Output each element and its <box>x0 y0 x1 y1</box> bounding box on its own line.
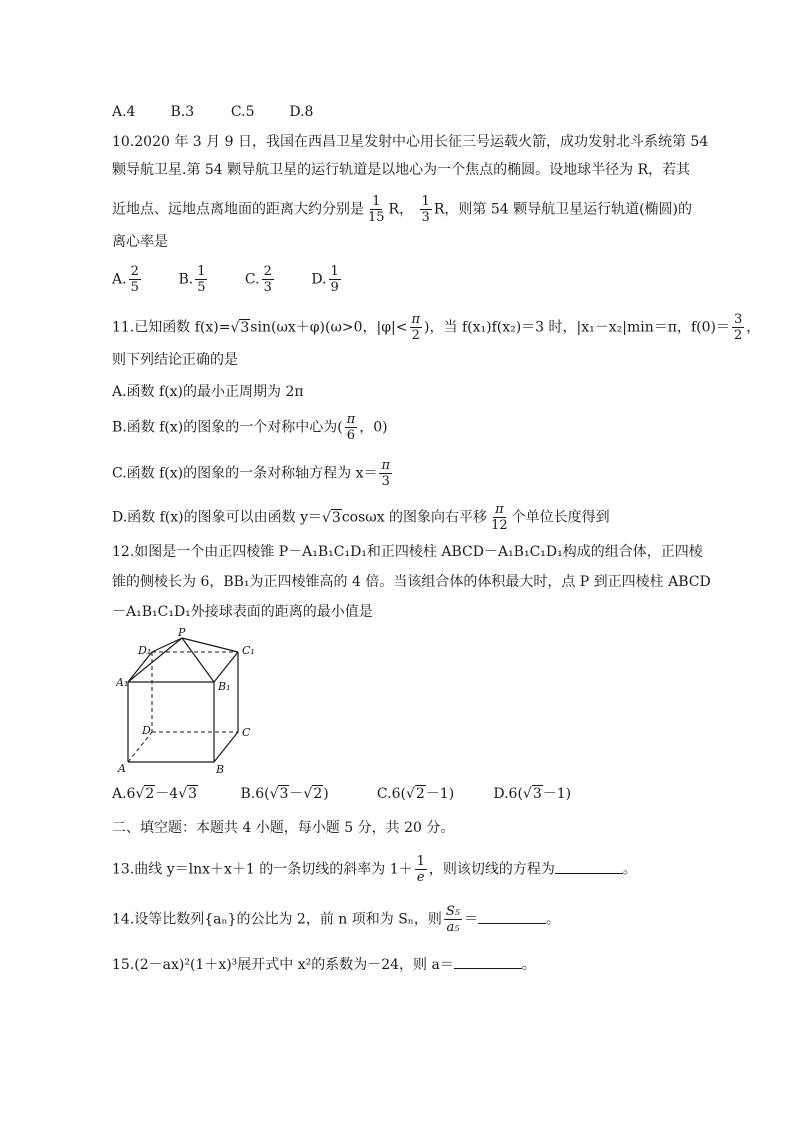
q12-option-c-post: －1) <box>425 786 455 802</box>
q10-fraction-2-after: R，则第 54 颗导航卫星运行轨道(椭圆)的 <box>433 201 693 218</box>
q15-answer-blank <box>454 954 522 969</box>
q10-fraction-2-den: 3 <box>421 210 430 225</box>
q10-fraction-1-den: 15 <box>368 210 385 225</box>
q9-option-d: D.8 <box>289 104 314 120</box>
q12-option-a-pre: A.6 <box>112 786 136 802</box>
q14-pre: 14.设等比数列{aₙ}的公比为 2，前 n 项和为 Sₙ，则 <box>112 911 442 928</box>
q10-option-c-label: C. <box>244 271 260 288</box>
q12-option-d-pre: D.6( <box>493 786 523 802</box>
q14-den: a₅ <box>446 920 460 935</box>
edge-b1c1 <box>214 652 238 682</box>
q10-option-d-den: 9 <box>330 280 339 295</box>
q12-option-b-pre: B.6( <box>240 786 270 802</box>
q12-option-b-mid: － <box>289 786 304 802</box>
q11-option-d-pre: D.函数 f(x)的图象可以由函数 y＝ <box>112 509 322 526</box>
q15-pre: 15.(2－ax)²(1＋x)³展开式中 x²的系数为－24，则 a＝ <box>112 957 454 973</box>
q15-end: 。 <box>521 957 536 973</box>
q12-line-1: 12.如图是一个由正四棱锥 P－A₁B₁C₁D₁和正四棱柱 ABCD－A₁B₁C₁D₁构成的组合体，正四棱 <box>112 544 703 560</box>
q11-option-d-post: 个单位长度得到 <box>511 509 610 526</box>
label-a: A <box>118 762 126 774</box>
label-p: P <box>178 628 186 639</box>
q10-line-3 <box>112 194 692 225</box>
label-c: C <box>242 726 251 739</box>
q11-fraction-pi-2 <box>410 312 423 343</box>
q10-option-a-label: A. <box>112 271 127 288</box>
label-c1: C₁ <box>242 644 255 657</box>
q12-option-a-r1: 2 <box>145 786 155 802</box>
q14-answer-blank <box>478 909 546 924</box>
q10-option-b-num: 1 <box>197 264 206 279</box>
q12-option-d-post: －1) <box>542 786 572 802</box>
q10-fraction-2-num: 1 <box>421 194 430 209</box>
q11-line-2: 则下列结论正确的是 <box>112 352 238 368</box>
label-a1: A₁ <box>116 676 129 689</box>
q13-answer-blank <box>555 859 623 874</box>
q9-option-c: C.5 <box>230 104 255 120</box>
q14 <box>112 904 560 935</box>
q11-sqrt: √3 <box>230 319 250 336</box>
q10-option-a <box>112 264 174 295</box>
q14-post: ＝ <box>463 911 478 928</box>
q11-option-d-rad: 3 <box>331 509 341 526</box>
q10-option-b <box>178 264 240 295</box>
edge-pa1 <box>128 638 182 682</box>
q12-solid-figure <box>116 628 266 774</box>
q12-option-c-r1: 2 <box>415 786 425 802</box>
q10-line-4: 离心率是 <box>112 234 168 250</box>
q12-line-3: －A₁B₁C₁D₁外接球表面的距离的最小值是 <box>112 604 373 620</box>
q10-line-2: 颗导航卫星.第 54 颗导航卫星的运行轨道是以地心为一个焦点的椭圆。设地球半径为 R，若其 <box>112 162 691 178</box>
q12-option-a-mid: －4 <box>155 786 179 802</box>
q11-stem-mid2: )，当 f(x₁)f(x₂)＝3 时，|x₁－x₂|min＝π，f(0)＝ <box>424 319 730 336</box>
q11-option-b-pre: B.函数 f(x)的图象的一个对称中心为( <box>112 419 343 436</box>
q12-option-b-r1: 3 <box>279 786 289 802</box>
q12-option-c-pre: C.6( <box>376 786 406 802</box>
q10-line-3-text: 近地点、远地点离地面的距离大约分别是 <box>112 201 364 218</box>
q12-options <box>112 784 571 804</box>
q10-option-a-den: 5 <box>130 280 139 295</box>
q10-fraction-1-num: 1 <box>372 194 381 209</box>
q13-end: 。 <box>622 861 637 878</box>
q10-option-d-num: 1 <box>330 264 339 279</box>
q12-option-b-r2: 2 <box>313 786 323 802</box>
q10-option-c-den: 3 <box>263 280 272 295</box>
q10-option-d <box>311 264 342 295</box>
q11-option-d-den: 12 <box>491 518 508 533</box>
q11-stem-mid: sin(ωx＋φ)(ω>0，|φ|< <box>250 319 408 336</box>
q11-option-c-den: 3 <box>381 474 390 489</box>
label-d: D <box>142 724 151 737</box>
label-b: B <box>216 763 225 774</box>
q11-option-d-num: π <box>495 502 504 517</box>
q11-option-b <box>112 412 388 443</box>
q11-option-a: A.函数 f(x)的最小正周期为 2π <box>112 384 304 400</box>
q11-frac-den: 2 <box>411 328 420 343</box>
q10-line-1: 10.2020 年 3 月 9 日，我国在西昌卫星发射中心用长征三号运载火箭，成功发射北斗系统第 54 <box>112 134 709 150</box>
q11-frac2-num: 3 <box>733 312 743 327</box>
q12-option-a: A.6√2－4√3 <box>112 786 198 802</box>
q13-den: e <box>416 870 425 885</box>
q10-options <box>112 264 343 295</box>
section-2-heading: 二、填空题：本题共 4 小题，每小题 5 分，共 20 分。 <box>112 820 455 836</box>
q11-option-b-den: 6 <box>346 428 356 443</box>
q10-fraction-1 <box>366 194 387 225</box>
edge-bc <box>214 732 238 762</box>
q9-option-a: A.4 <box>112 104 136 120</box>
q11-option-d: D.函数 f(x)的图象可以由函数 y＝√3cosωx 的图象向右平移 $\frac{\pi}{12}$ 个单位长度得到 <box>112 502 610 533</box>
q10-option-d-label: D. <box>311 271 327 288</box>
q14-end: 。 <box>545 911 560 928</box>
q11-option-c-num: π <box>381 458 391 473</box>
q10-option-a-num: 2 <box>130 264 139 279</box>
q11-frac-num: π <box>411 312 421 327</box>
q11-stem-start: 11.已知函数 f(x)= <box>112 319 231 336</box>
label-b1: B₁ <box>218 680 231 693</box>
q12-line-2: 锥的侧棱长为 6，BB₁为正四棱锥高的 4 倍。当该组合体的体积最大时，点 P 到正四棱柱 ABCD <box>112 574 711 590</box>
q15 <box>112 954 536 975</box>
q13 <box>112 854 637 885</box>
q10-fraction-2 <box>420 194 432 225</box>
q10-fraction-1-after: R， <box>388 201 414 218</box>
label-d1: D₁ <box>138 644 152 657</box>
q11-option-c <box>112 458 394 489</box>
q11-frac2-den: 2 <box>733 328 743 343</box>
q11-option-b-num: π <box>346 412 356 427</box>
q11-sqrt-rad: 3 <box>240 319 250 336</box>
q13-num: 1 <box>416 854 425 869</box>
q12-option-d-r1: 3 <box>532 786 542 802</box>
q10-option-b-den: 5 <box>197 280 206 295</box>
q14-num: S₅ <box>445 904 460 919</box>
q11-stem-end: ， <box>746 319 761 336</box>
q12-option-b-post: ) <box>323 786 329 802</box>
q11-option-d-mid: cosωx 的图象向右平移 <box>341 509 488 526</box>
q13-pre: 13.曲线 y＝lnx＋x＋1 的一条切线的斜率为 1＋ <box>112 861 413 878</box>
q13-post: ，则该切线的方程为 <box>428 861 555 878</box>
q11-line-1 <box>112 312 760 343</box>
q12-option-d: D.6(√3－1) <box>493 786 572 802</box>
q11-option-b-post: ，0) <box>359 419 388 436</box>
q11-option-c-pre: C.函数 f(x)的图象的一条对称轴方程为 x＝ <box>112 465 378 482</box>
q10-option-c <box>245 264 307 295</box>
q9-options <box>112 102 313 122</box>
q12-option-b: B.6(√3－√2) <box>240 786 329 802</box>
q10-option-b-label: B. <box>178 271 194 288</box>
q10-option-c-num: 2 <box>263 264 272 279</box>
q11-fraction-3-2 <box>732 312 744 343</box>
q9-option-b: B.3 <box>170 104 195 120</box>
q12-option-c: C.6(√2－1) <box>376 786 455 802</box>
q12-option-a-r2: 3 <box>188 786 198 802</box>
